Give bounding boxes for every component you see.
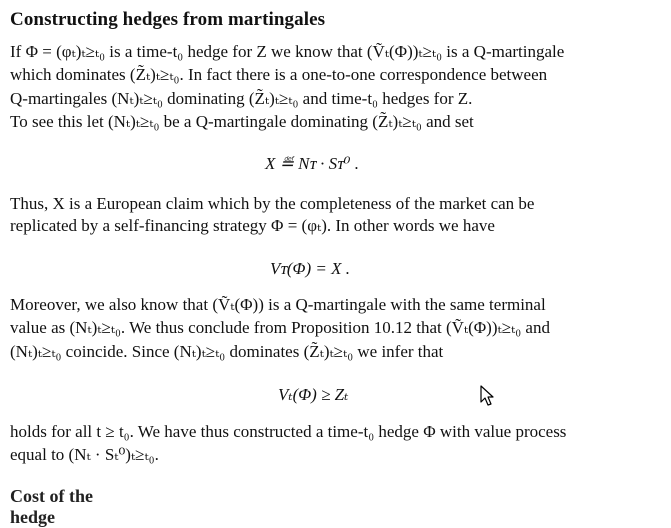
para1-line1: If Φ = (φₜ)ₜ≥ₜ₀ is a time-t₀ hedge for Z we know that (Ṽₜ(Φ))ₜ≥ₜ₀ is a Q-martingale	[10, 42, 565, 61]
section-heading: Constructing hedges from martingales	[10, 9, 326, 30]
equation-terminal-value: Vᴛ(Φ) = X .	[270, 259, 350, 278]
para1-line3: Q-martingales (Nₜ)ₜ≥ₜ₀ dominating (Z̃ₜ)ₜ≥ₜ₀ and time-t₀ hedges for Z.	[10, 89, 473, 108]
equation-x-definition: X ≝ Nᴛ · Sᴛ⁰ .	[265, 154, 359, 173]
mouse-pointer-icon	[480, 385, 496, 407]
para2-line2: replicated by a self-financing strategy Φ = (φₜ). In other words we have	[10, 216, 495, 235]
equation-domination: Vₜ(Φ) ≥ Zₜ	[278, 385, 349, 404]
para3-line3: (Nₜ)ₜ≥ₜ₀ coincide. Since (Nₜ)ₜ≥ₜ₀ dominates (Z̃ₜ)ₜ≥ₜ₀ we infer that	[10, 342, 444, 361]
para3-line1: Moreover, we also know that (Ṽₜ(Φ)) is a Q-martingale with the same terminal	[10, 295, 546, 314]
para4-line1: holds for all t ≥ t₀. We have thus constructed a time-t₀ hedge Φ with value process	[10, 422, 567, 441]
para1-line2: which dominates (Z̃ₜ)ₜ≥ₜ₀. In fact there is a one-to-one correspondence between	[10, 65, 548, 84]
next-heading-fragment: Cost of the hedge	[10, 486, 93, 527]
para2-line1: Thus, X is a European claim which by the completeness of the market can be	[10, 194, 535, 213]
para3-line2: value as (Nₜ)ₜ≥ₜ₀. We thus conclude from Proposition 10.12 that (Ṽₜ(Φ))ₜ≥ₜ₀ and	[10, 318, 550, 337]
para1-line4: To see this let (Nₜ)ₜ≥ₜ₀ be a Q-martingale dominating (Z̃ₜ)ₜ≥ₜ₀ and set	[10, 112, 474, 131]
para4-line2: equal to (Nₜ · Sₜ⁰)ₜ≥ₜ₀.	[10, 445, 159, 464]
